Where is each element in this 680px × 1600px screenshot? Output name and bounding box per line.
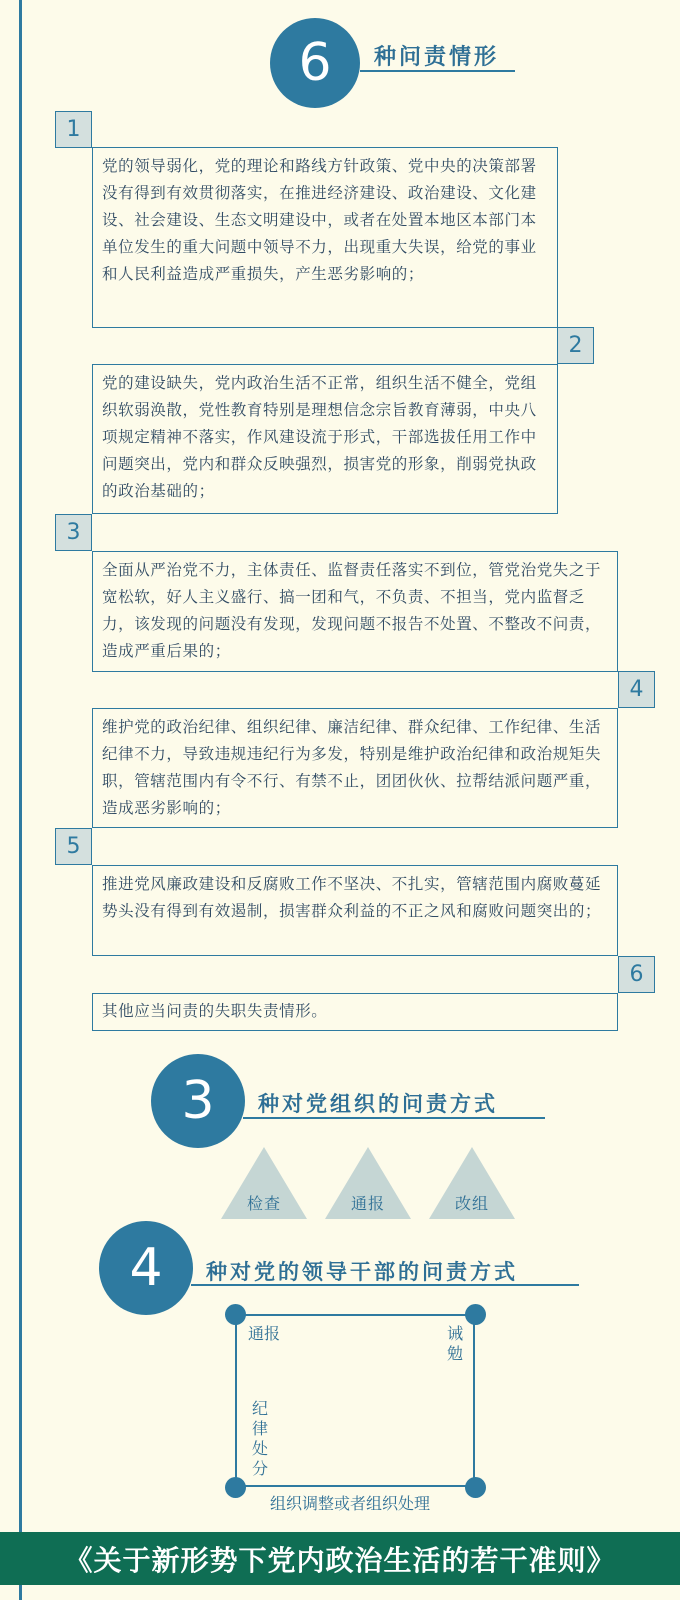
method-notify: 通报 (248, 1324, 281, 1343)
section3-title-underline (191, 1284, 579, 1286)
method-admonish: 诫勉 (446, 1324, 463, 1363)
section3-number: 4 (129, 1238, 163, 1298)
method-label-notify: 通报 (350, 1194, 385, 1213)
section1-number: 6 (298, 33, 332, 93)
item-text-2: 党的建设缺失，党内政治生活不正常，组织生活不健全，党组织软弱涣散，党性教育特别是理想信念宗旨教育薄弱，中央八项规定精神不落实，作风建设流于形式，干部选拔任用工作中问题突出，党内和群众反映强烈，损害党的形象，削弱党执政的政治基础的； (92, 364, 558, 514)
section3-number-badge (99, 1221, 193, 1315)
item-text-3: 全面从严治党不力，主体责任、监督责任落实不到位，管党治党失之于宽松软，好人主义盛行、搞一团和气，不负责、不担当，党内监督乏力，该发现的问题没有发现，发现问题不报告不处置、不整改不问责，造成严重后果的； (92, 551, 618, 672)
item-number-3: 3 (55, 514, 92, 551)
section2-number: 3 (181, 1071, 215, 1131)
footer-banner (0, 1532, 680, 1585)
corner-dot-top-right (465, 1304, 486, 1325)
method-discipline: 纪律处分 (251, 1399, 268, 1478)
left-border-line (19, 0, 22, 1600)
section1-title-underline (360, 70, 515, 72)
item-text-5: 推进党风廉政建设和反腐败工作不坚决、不扎实，管辖范围内腐败蔓延势头没有得到有效遏制，损害群众利益的不正之风和腐败问题突出的； (92, 865, 618, 956)
item-text-4: 维护党的政治纪律、组织纪律、廉洁纪律、群众纪律、工作纪律、生活纪律不力，导致违规违纪行为多发，特别是维护政治纪律和政治规矩失职，管辖范围内有令不行、有禁不止，团团伙伙、拉帮结派问题严重，造成恶劣影响的； (92, 708, 618, 828)
item-number-1: 1 (55, 111, 92, 148)
item-text-1: 党的领导弱化，党的理论和路线方针政策、党中央的决策部署没有得到有效贯彻落实，在推进经济建设、政治建设、文化建设、社会建设、生态文明建设中，或者在处置本地区本部门本单位发生的重大问题中领导不力，出现重大失误，给党的事业和人民利益造成严重损失，产生恶劣影响的； (92, 147, 558, 328)
method-label-check: 检查 (246, 1194, 281, 1213)
item-number-2: 2 (557, 327, 594, 364)
section2-title: 种对党组织的问责方式 (258, 1092, 498, 1116)
section2-number-badge (151, 1054, 245, 1148)
section1-title: 种问责情形 (374, 45, 500, 70)
corner-dot-bottom-left (225, 1477, 246, 1498)
item-number-4: 4 (618, 671, 655, 708)
section3-title: 种对党的领导干部的问责方式 (206, 1260, 518, 1284)
item-number-5: 5 (55, 828, 92, 865)
corner-dot-bottom-right (465, 1477, 486, 1498)
footer-title: 《关于新形势下党内政治生活的若干准则》 (64, 1543, 616, 1577)
item-text-6: 其他应当问责的失职失责情形。 (92, 993, 618, 1031)
section1-number-badge (270, 18, 360, 108)
method-org-adjustment: 组织调整或者组织处理 (270, 1494, 431, 1513)
method-label-reorganize: 改组 (454, 1194, 489, 1213)
section2-title-underline (243, 1117, 545, 1119)
corner-dot-top-left (225, 1304, 246, 1325)
item-number-6: 6 (618, 956, 655, 993)
